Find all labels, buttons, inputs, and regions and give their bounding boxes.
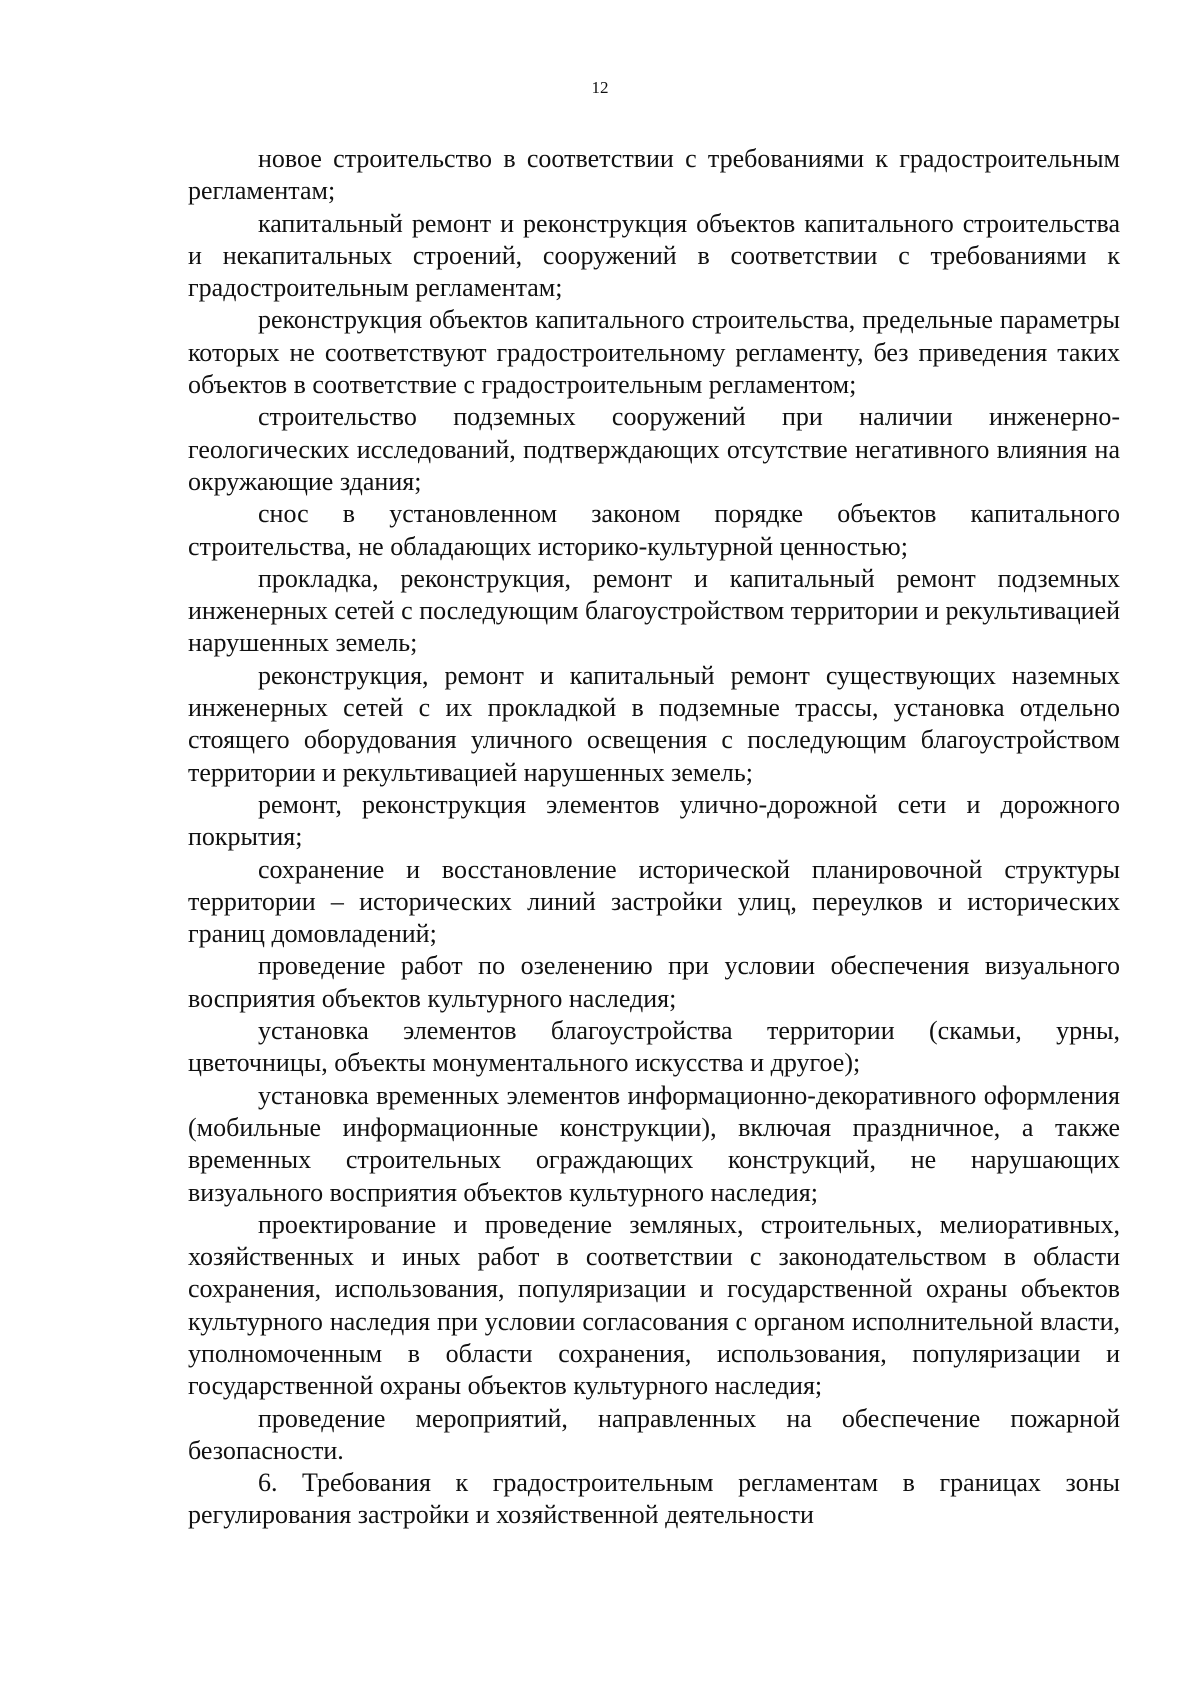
- paragraph-demolition: снос в установленном законом порядке объектов капитального строительства, не обладающих историко-культурной ценностью;: [188, 499, 1120, 561]
- paragraph-road-network: ремонт, реконструкция элементов улично-дорожной сети и дорожного покрытия;: [188, 789, 1120, 852]
- paragraph-new-construction: новое строительство в соответствии с требованиями к градостроительным регламентам;: [188, 144, 1120, 206]
- paragraph-street-furniture: установка элементов благоустройства территории (скамьи, урны, цветочницы, объекты монументального искусства и другое);: [188, 1016, 1120, 1078]
- section-heading-6: 6. Требования к градостроительным регламентам в границах зоны регулирования застройки и хозяйственной деятельности: [188, 1468, 1120, 1530]
- paragraph-surface-networks: реконструкция, ремонт и капитальный ремонт существующих наземных инженерных сетей с их прокладкой в подземные трассы, установка отдельно стоящего оборудования уличного освещения с последующим благоустройством территории и рекультивацией нарушенных земель;: [188, 660, 1120, 787]
- page-number: 12: [591, 78, 609, 97]
- paragraph-works-approval: проектирование и проведение земляных, строительных, мелиоративных, хозяйственных и иных работ в соответствии с законодательством в области сохранения, использования, популяризации и государственной охраны объектов культурного наследия при условии согласования с органом исполнительной власти, уполномоченным в области сохранения, использования, популяризации и государственной охраны объектов культурного наследия;: [188, 1209, 1120, 1401]
- paragraph-landscaping: проведение работ по озеленению при условии обеспечения визуального восприятия объектов культурного наследия;: [188, 951, 1120, 1013]
- paragraph-capital-repair: капитальный ремонт и реконструкция объектов капитального строительства и некапитальных строений, сооружений в соответствии с требованиями к градостроительным регламентам;: [188, 208, 1120, 303]
- paragraph-fire-safety: проведение мероприятий, направленных на обеспечение пожарной безопасности.: [188, 1403, 1120, 1465]
- paragraph-temporary-elements: установка временных элементов информационно-декоративного оформления (мобильные информационные конструкции), включая праздничное, а также временных строительных ограждающих конструкций, не нарушающих визуального восприятия объектов культурного наследия;: [188, 1080, 1120, 1207]
- paragraph-historic-structure: сохранение и восстановление исторической планировочной структуры территории – исторических линий застройки улиц, переулков и исторических границ домовладений;: [188, 854, 1120, 949]
- paragraph-underground-construction: строительство подземных сооружений при наличии инженерно-геологических исследований, подтверждающих отсутствие негативного влияния на окружающие здания;: [188, 402, 1120, 496]
- document-body: [188, 143, 1120, 1532]
- paragraph-reconstruction-parameters: реконструкция объектов капитального строительства, предельные параметры которых не соответствуют градостроительному регламенту, без приведения таких объектов в соответствие с градостроительным регламентом;: [188, 305, 1120, 400]
- paragraph-underground-networks: прокладка, реконструкция, ремонт и капитальный ремонт подземных инженерных сетей с последующим благоустройством территории и рекультивацией нарушенных земель;: [188, 563, 1120, 658]
